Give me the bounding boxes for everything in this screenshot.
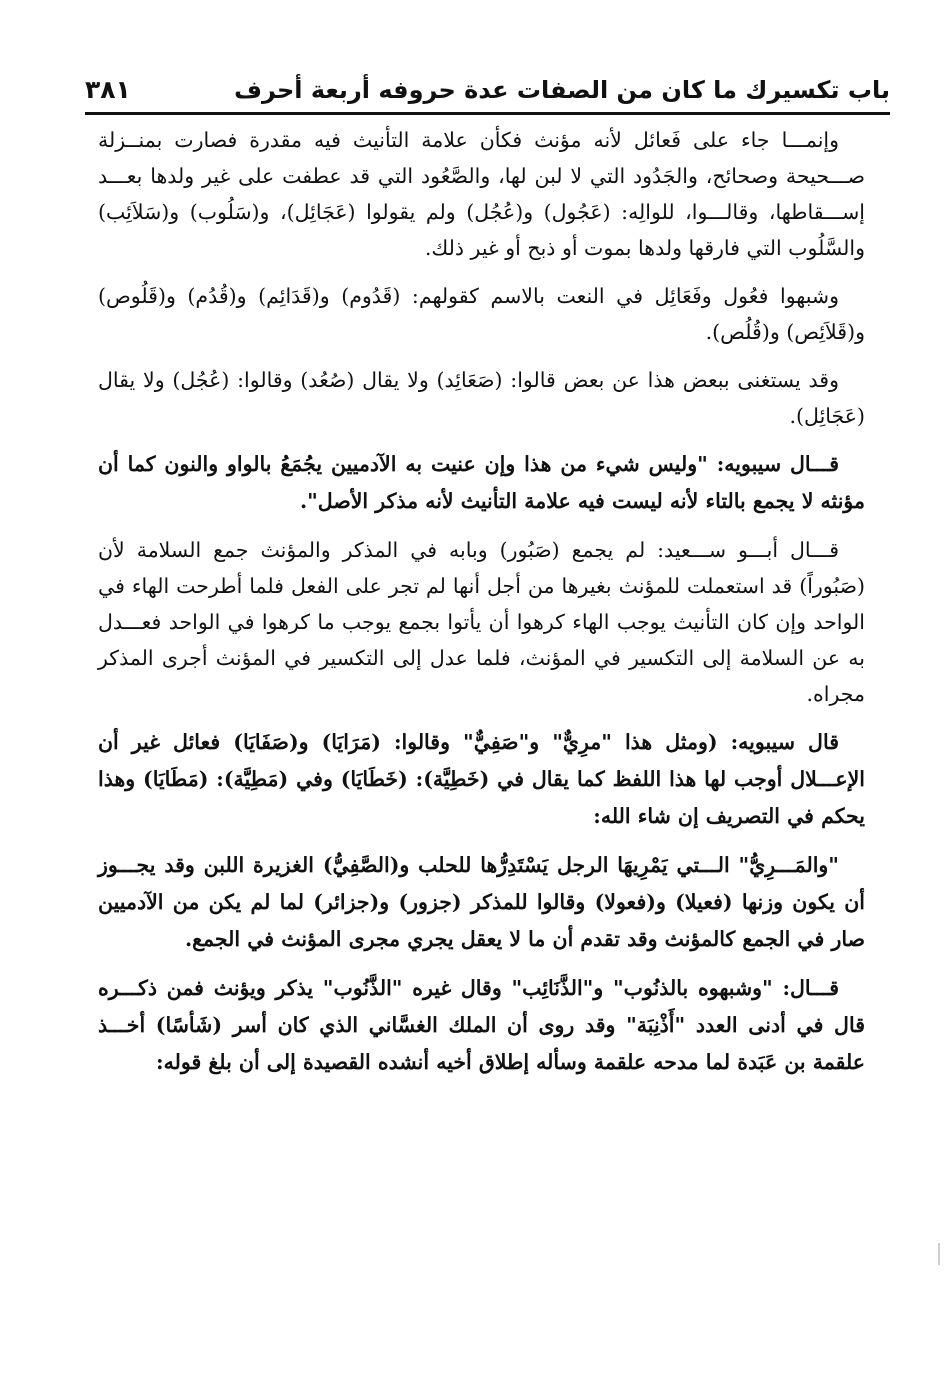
- paragraph-8: قـــال: "وشبهوه بالذنُوب" و"الذَّنَائِب" وقال غيره "الذَّنُوب" يذكر ويؤنث فمن ذكـــره قال في أدنى العدد "أَذْنِبَة" وقد روى أن الملك الغسَّاني الذي كان أسر (شَأسًا) أخـــذ علقمة بن عَبَدة لما مدحه علقمة وسأله إطلاق أخيه أنشده القصيدة إلى أن بلغ قوله:: [98, 976, 865, 1074]
- chapter-title: باب تكسيرك ما كان من الصفات عدة حروفه أربعة أحرف: [234, 76, 890, 104]
- paragraph-4-sibawayh-quote: قـــال سيبويه: "وليس شيء من هذا وإن عنيت به الآدميين يجُمَعُ بالواو والنون كما أن مؤنثه لا يجمع بالتاء لأنه ليست فيه علامة التأنيث لأنه مذكر الأصل".: [98, 452, 865, 513]
- header-rule: [85, 112, 890, 115]
- paragraph-7: "والمَـــرِيُّ" الـــتي يَمْرِيهَا الرجل يَسْتَدِرُّها للحلب و(الصَّفِيُّ) الغزيرة اللبن وقد يجـــوز أن يكون وزنها (فعيلا) و(فعولا) وقالوا للمذكر (جزور) و(جزائر) لما لم يكن من الآدميين صار في الجمع كالمؤنث وقد تقدم أن ما لا يعقل يجري مجرى المؤنث في الجمع.: [98, 853, 865, 951]
- running-header: [85, 60, 890, 112]
- paragraph-5-abu-said-commentary: قـــال أبـــو ســـعيد: لم يجمع (صَبُور) وبابه في المذكر والمؤنث جمع السلامة لأن (صَبُوراً) قد استعملت للمؤنث بغيرها من أجل أنها لم تجر على الفعل فلما أطرحت الهاء في الواحد وإن كان التأنيث يوجب الهاء كرهوا أن يأتوا بجمع يوجب ما كرهوا في الواحد فعـــدل به عن السلامة إلى التكسير في المؤنث، فلما عدل إلى التكسير في المؤنث أجرى المذكر مجراه.: [98, 538, 865, 706]
- scan-margin-mark: [938, 1243, 940, 1265]
- paragraph-2: وشبهوا فعُول وفَعَائِل في النعت بالاسم كقولهم: (قَدُوم) و(قَدَائِم) و(قُدُم) و(قَلُوص) و(قَلاَئِص) و(قُلُص).: [98, 284, 865, 344]
- paragraph-6-sibawayh-quote: قال سيبويه: (ومثل هذا "مرِيٌّ" و"صَفِيٌّ" وقالوا: (مَرَايَا) و(صَفَايَا) فعائل غير أن الإعـــلال أوجب لها هذا اللفظ كما يقال في (خَطِيَّة): (خَطَايَا) وفي (مَطِيَّة): (مَطَايَا) وهذا يحكم في التصريف إن شاء الله:: [98, 730, 865, 828]
- paragraph-3: وقد يستغنى ببعض هذا عن بعض قالوا: (صَعَائِد) ولا يقال (صُعُد) وقالوا: (عُجُل) ولا يقال (عَجَائِل).: [98, 368, 865, 428]
- page-number: ٣٨١: [85, 75, 131, 104]
- page-body: [98, 122, 865, 1093]
- paragraph-1: وإنمـــا جاء على فَعائل لأنه مؤنث فكأن علامة التأنيث فيه مقدرة فصارت بمنــزلة صـــحيحة وصحائح، والجَدُود التي لا لبن لها، والصَّعُود التي قد عطفت على غير ولدها بعـــد إســـقاطها، وقالـــوا، للوالِه: (عَجُول) و(عُجُل) ولم يقولوا (عَجَائِل)، و(سَلُوب) و(سَلاَئِب) والسَّلُوب التي فارقها ولدها بموت أو ذبح أو غير ذلك.: [98, 128, 865, 260]
